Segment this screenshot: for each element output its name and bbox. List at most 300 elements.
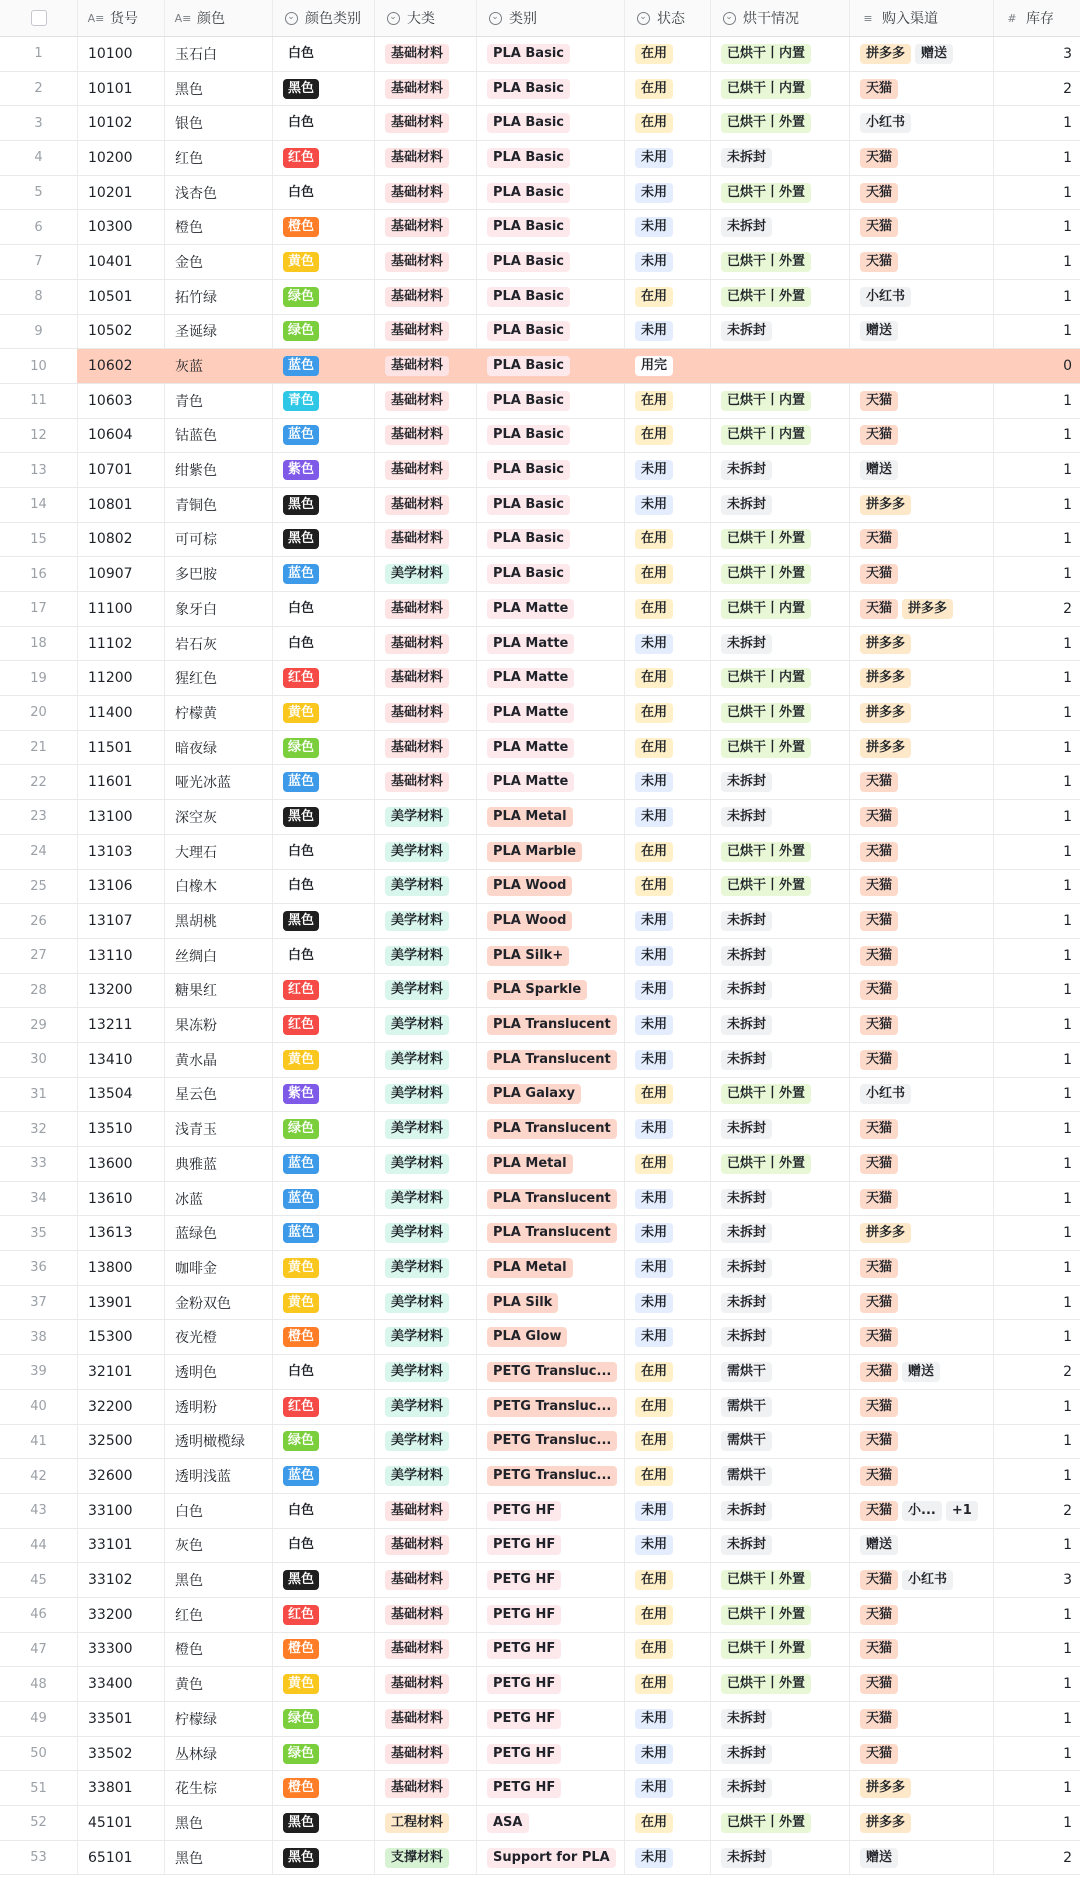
- cell-drying[interactable]: [711, 1667, 850, 1701]
- table-row[interactable]: [0, 1598, 1080, 1633]
- cell-category[interactable]: [477, 557, 625, 591]
- table-row[interactable]: [0, 800, 1080, 835]
- cell-color-category[interactable]: [273, 1494, 375, 1528]
- cell-status[interactable]: [625, 1563, 711, 1597]
- cell-category[interactable]: [477, 488, 625, 522]
- table-row[interactable]: [0, 280, 1080, 315]
- cell-status[interactable]: [625, 488, 711, 522]
- cell-major[interactable]: [375, 800, 477, 834]
- cell-status[interactable]: [625, 176, 711, 210]
- cell-stock[interactable]: 1: [1063, 323, 1072, 340]
- cell-drying[interactable]: [711, 1425, 850, 1459]
- cell-category[interactable]: [477, 349, 625, 383]
- cell-color-category[interactable]: [273, 731, 375, 765]
- cell-drying[interactable]: [711, 106, 850, 140]
- cell-category[interactable]: [477, 280, 625, 314]
- table-row[interactable]: [0, 627, 1080, 662]
- cell-color[interactable]: 糖果红: [165, 974, 273, 1008]
- column-header-color[interactable]: A≡ 颜色: [165, 0, 273, 36]
- cell-color[interactable]: 玉石白: [165, 37, 273, 71]
- table-row[interactable]: [0, 37, 1080, 72]
- cell-color-category[interactable]: [273, 1251, 375, 1285]
- cell-status[interactable]: [625, 1078, 711, 1112]
- cell-drying[interactable]: [711, 1737, 850, 1771]
- cell-category[interactable]: [477, 1008, 625, 1042]
- cell-color-category[interactable]: [273, 210, 375, 244]
- cell-major[interactable]: [375, 315, 477, 349]
- cell-category[interactable]: [477, 1286, 625, 1320]
- table-row[interactable]: [0, 1112, 1080, 1147]
- cell-major[interactable]: [375, 1320, 477, 1354]
- cell-color[interactable]: 黑色: [165, 1563, 273, 1597]
- cell-major[interactable]: [375, 1390, 477, 1424]
- cell-color[interactable]: 黑色: [165, 72, 273, 106]
- table-row[interactable]: [0, 1286, 1080, 1321]
- cell-major[interactable]: [375, 37, 477, 71]
- cell-channel[interactable]: [850, 1425, 994, 1459]
- cell-stock[interactable]: 1: [1063, 184, 1072, 201]
- cell-code[interactable]: 10401: [78, 245, 165, 279]
- table-row[interactable]: [0, 904, 1080, 939]
- cell-category[interactable]: [477, 523, 625, 557]
- cell-major[interactable]: [375, 1008, 477, 1042]
- cell-color-category[interactable]: [273, 349, 375, 383]
- cell-status[interactable]: [625, 557, 711, 591]
- cell-major[interactable]: [375, 245, 477, 279]
- cell-category[interactable]: [477, 419, 625, 453]
- cell-stock[interactable]: 1: [1063, 1606, 1072, 1623]
- cell-channel[interactable]: [850, 1147, 994, 1181]
- cell-code[interactable]: 13613: [78, 1216, 165, 1250]
- cell-channel[interactable]: [850, 245, 994, 279]
- cell-code[interactable]: 33501: [78, 1702, 165, 1736]
- cell-stock[interactable]: 1: [1063, 635, 1072, 652]
- cell-code[interactable]: 11400: [78, 696, 165, 730]
- cell-code[interactable]: 32600: [78, 1459, 165, 1493]
- cell-color[interactable]: 金色: [165, 245, 273, 279]
- cell-status[interactable]: [625, 1147, 711, 1181]
- cell-color[interactable]: 黄色: [165, 1667, 273, 1701]
- cell-status[interactable]: [625, 1459, 711, 1493]
- table-row[interactable]: [0, 765, 1080, 800]
- cell-code[interactable]: 13510: [78, 1112, 165, 1146]
- cell-color[interactable]: 浅青玉: [165, 1112, 273, 1146]
- cell-color-category[interactable]: [273, 661, 375, 695]
- cell-drying[interactable]: [711, 419, 850, 453]
- cell-code[interactable]: 15300: [78, 1320, 165, 1354]
- cell-code[interactable]: 65101: [78, 1841, 165, 1875]
- cell-color-category[interactable]: [273, 488, 375, 522]
- cell-color[interactable]: 丛林绿: [165, 1737, 273, 1771]
- cell-stock[interactable]: 1: [1063, 1155, 1072, 1172]
- cell-drying[interactable]: [711, 1529, 850, 1563]
- cell-color[interactable]: 钴蓝色: [165, 419, 273, 453]
- cell-status[interactable]: [625, 245, 711, 279]
- cell-color[interactable]: 柠檬黄: [165, 696, 273, 730]
- cell-color-category[interactable]: [273, 72, 375, 106]
- cell-major[interactable]: [375, 1841, 477, 1875]
- cell-color[interactable]: 果冻粉: [165, 1008, 273, 1042]
- cell-drying[interactable]: [711, 245, 850, 279]
- cell-drying[interactable]: [711, 835, 850, 869]
- cell-color[interactable]: 典雅蓝: [165, 1147, 273, 1181]
- cell-color[interactable]: 黑色: [165, 1806, 273, 1840]
- column-header-major[interactable]: ⌄ 大类: [375, 0, 477, 36]
- table-row[interactable]: [0, 1355, 1080, 1390]
- cell-stock[interactable]: 1: [1063, 1745, 1072, 1762]
- cell-stock[interactable]: 1: [1063, 1710, 1072, 1727]
- cell-color-category[interactable]: [273, 1529, 375, 1563]
- cell-stock[interactable]: 1: [1063, 427, 1072, 444]
- cell-color-category[interactable]: [273, 1078, 375, 1112]
- cell-major[interactable]: [375, 870, 477, 904]
- cell-drying[interactable]: [711, 904, 850, 938]
- cell-stock[interactable]: 1: [1063, 1641, 1072, 1658]
- cell-color-category[interactable]: [273, 245, 375, 279]
- cell-major[interactable]: [375, 904, 477, 938]
- cell-category[interactable]: [477, 245, 625, 279]
- cell-major[interactable]: [375, 1563, 477, 1597]
- cell-color[interactable]: 花生棕: [165, 1771, 273, 1805]
- cell-code[interactable]: 10102: [78, 106, 165, 140]
- cell-drying[interactable]: [711, 939, 850, 973]
- cell-color-category[interactable]: [273, 1043, 375, 1077]
- cell-color-category[interactable]: [273, 592, 375, 626]
- cell-stock[interactable]: 1: [1063, 1329, 1072, 1346]
- cell-major[interactable]: [375, 974, 477, 1008]
- cell-code[interactable]: 33801: [78, 1771, 165, 1805]
- cell-category[interactable]: [477, 72, 625, 106]
- cell-channel[interactable]: [850, 731, 994, 765]
- cell-color-category[interactable]: [273, 1320, 375, 1354]
- cell-channel[interactable]: [850, 696, 994, 730]
- cell-code[interactable]: 13103: [78, 835, 165, 869]
- cell-status[interactable]: [625, 1216, 711, 1250]
- cell-drying[interactable]: [711, 210, 850, 244]
- cell-stock[interactable]: 1: [1063, 1433, 1072, 1450]
- cell-color[interactable]: 拓竹绿: [165, 280, 273, 314]
- cell-code[interactable]: 11601: [78, 765, 165, 799]
- cell-drying[interactable]: [711, 453, 850, 487]
- cell-major[interactable]: [375, 1737, 477, 1771]
- cell-channel[interactable]: [850, 1771, 994, 1805]
- cell-code[interactable]: 10907: [78, 557, 165, 591]
- cell-category[interactable]: [477, 661, 625, 695]
- cell-code[interactable]: 33400: [78, 1667, 165, 1701]
- cell-category[interactable]: [477, 1771, 625, 1805]
- cell-channel[interactable]: [850, 1251, 994, 1285]
- table-row[interactable]: [0, 1216, 1080, 1251]
- cell-stock[interactable]: 1: [1063, 670, 1072, 687]
- table-row[interactable]: [0, 349, 1080, 384]
- table-row[interactable]: [0, 1425, 1080, 1460]
- cell-channel[interactable]: [850, 1494, 994, 1528]
- cell-channel[interactable]: [850, 1806, 994, 1840]
- cell-status[interactable]: [625, 523, 711, 557]
- cell-code[interactable]: 10200: [78, 141, 165, 175]
- cell-channel[interactable]: [850, 1043, 994, 1077]
- cell-code[interactable]: 33200: [78, 1598, 165, 1632]
- cell-major[interactable]: [375, 106, 477, 140]
- cell-status[interactable]: [625, 1043, 711, 1077]
- cell-color[interactable]: 银色: [165, 106, 273, 140]
- column-header-color-category[interactable]: ⌄ 颜色类别: [273, 0, 375, 36]
- cell-channel[interactable]: [850, 1737, 994, 1771]
- cell-color-category[interactable]: [273, 1563, 375, 1597]
- cell-color-category[interactable]: [273, 453, 375, 487]
- cell-status[interactable]: [625, 1390, 711, 1424]
- cell-color-category[interactable]: [273, 1806, 375, 1840]
- cell-category[interactable]: [477, 210, 625, 244]
- cell-channel[interactable]: [850, 384, 994, 418]
- cell-stock[interactable]: 1: [1063, 219, 1072, 236]
- cell-category[interactable]: [477, 1598, 625, 1632]
- cell-stock[interactable]: 1: [1063, 808, 1072, 825]
- cell-color[interactable]: 咖啡金: [165, 1251, 273, 1285]
- cell-color-category[interactable]: [273, 939, 375, 973]
- cell-channel[interactable]: [850, 37, 994, 71]
- cell-code[interactable]: 33100: [78, 1494, 165, 1528]
- cell-major[interactable]: [375, 1355, 477, 1389]
- cell-drying[interactable]: [711, 1147, 850, 1181]
- cell-status[interactable]: [625, 1008, 711, 1042]
- cell-stock[interactable]: 2: [1063, 1363, 1072, 1380]
- cell-color[interactable]: 黑胡桃: [165, 904, 273, 938]
- cell-status[interactable]: [625, 280, 711, 314]
- cell-status[interactable]: [625, 1251, 711, 1285]
- column-header-channel[interactable]: ≡ 购入渠道: [850, 0, 994, 36]
- cell-channel[interactable]: [850, 800, 994, 834]
- cell-stock[interactable]: 2: [1063, 1502, 1072, 1519]
- cell-stock[interactable]: 1: [1063, 913, 1072, 930]
- cell-category[interactable]: [477, 800, 625, 834]
- cell-code[interactable]: 10801: [78, 488, 165, 522]
- cell-color-category[interactable]: [273, 765, 375, 799]
- cell-drying[interactable]: [711, 488, 850, 522]
- cell-code[interactable]: 32101: [78, 1355, 165, 1389]
- cell-channel[interactable]: [850, 592, 994, 626]
- cell-code[interactable]: 10501: [78, 280, 165, 314]
- cell-drying[interactable]: [711, 1355, 850, 1389]
- cell-code[interactable]: 13504: [78, 1078, 165, 1112]
- cell-channel[interactable]: [850, 1459, 994, 1493]
- cell-status[interactable]: [625, 1702, 711, 1736]
- cell-drying[interactable]: [711, 1459, 850, 1493]
- cell-status[interactable]: [625, 106, 711, 140]
- cell-drying[interactable]: [711, 349, 850, 383]
- cell-major[interactable]: [375, 1633, 477, 1667]
- cell-code[interactable]: 33102: [78, 1563, 165, 1597]
- cell-stock[interactable]: 1: [1063, 739, 1072, 756]
- cell-channel[interactable]: [850, 1216, 994, 1250]
- cell-drying[interactable]: [711, 974, 850, 1008]
- cell-drying[interactable]: [711, 1320, 850, 1354]
- table-row[interactable]: [0, 1771, 1080, 1806]
- cell-major[interactable]: [375, 592, 477, 626]
- cell-color-category[interactable]: [273, 1425, 375, 1459]
- cell-category[interactable]: [477, 592, 625, 626]
- cell-category[interactable]: [477, 1043, 625, 1077]
- cell-channel[interactable]: [850, 904, 994, 938]
- cell-category[interactable]: [477, 176, 625, 210]
- cell-channel[interactable]: [850, 1702, 994, 1736]
- column-header-stock[interactable]: # 库存: [994, 0, 1080, 36]
- cell-color[interactable]: 冰蓝: [165, 1182, 273, 1216]
- cell-drying[interactable]: [711, 731, 850, 765]
- cell-status[interactable]: [625, 939, 711, 973]
- cell-major[interactable]: [375, 661, 477, 695]
- cell-drying[interactable]: [711, 661, 850, 695]
- cell-color-category[interactable]: [273, 1633, 375, 1667]
- cell-color-category[interactable]: [273, 800, 375, 834]
- column-header-drying[interactable]: ⌄ 烘干情况: [711, 0, 850, 36]
- cell-channel[interactable]: [850, 661, 994, 695]
- cell-color-category[interactable]: [273, 315, 375, 349]
- cell-status[interactable]: [625, 731, 711, 765]
- cell-color-category[interactable]: [273, 1737, 375, 1771]
- cell-stock[interactable]: 1: [1063, 1676, 1072, 1693]
- cell-code[interactable]: 13901: [78, 1286, 165, 1320]
- table-row[interactable]: [0, 176, 1080, 211]
- cell-category[interactable]: [477, 1251, 625, 1285]
- cell-code[interactable]: 13211: [78, 1008, 165, 1042]
- cell-drying[interactable]: [711, 280, 850, 314]
- cell-drying[interactable]: [711, 1008, 850, 1042]
- table-row[interactable]: [0, 1737, 1080, 1772]
- cell-major[interactable]: [375, 1806, 477, 1840]
- cell-category[interactable]: [477, 1390, 625, 1424]
- cell-color[interactable]: 哑光冰蓝: [165, 765, 273, 799]
- cell-color-category[interactable]: [273, 1112, 375, 1146]
- cell-color-category[interactable]: [273, 1390, 375, 1424]
- cell-code[interactable]: 13610: [78, 1182, 165, 1216]
- cell-major[interactable]: [375, 1043, 477, 1077]
- cell-color-category[interactable]: [273, 1841, 375, 1875]
- cell-color-category[interactable]: [273, 974, 375, 1008]
- cell-category[interactable]: [477, 1216, 625, 1250]
- cell-category[interactable]: [477, 696, 625, 730]
- cell-channel[interactable]: [850, 349, 994, 383]
- cell-color-category[interactable]: [273, 141, 375, 175]
- cell-color[interactable]: 圣诞绿: [165, 315, 273, 349]
- cell-stock[interactable]: 1: [1063, 1086, 1072, 1103]
- table-row[interactable]: [0, 1702, 1080, 1737]
- cell-status[interactable]: [625, 1633, 711, 1667]
- cell-color-category[interactable]: [273, 1182, 375, 1216]
- cell-color[interactable]: 白色: [165, 1494, 273, 1528]
- cell-color-category[interactable]: [273, 1147, 375, 1181]
- cell-status[interactable]: [625, 37, 711, 71]
- cell-channel[interactable]: [850, 176, 994, 210]
- cell-channel[interactable]: [850, 72, 994, 106]
- table-row[interactable]: [0, 419, 1080, 454]
- cell-stock[interactable]: 1: [1063, 1051, 1072, 1068]
- cell-code[interactable]: 33300: [78, 1633, 165, 1667]
- cell-drying[interactable]: [711, 72, 850, 106]
- cell-major[interactable]: [375, 696, 477, 730]
- cell-category[interactable]: [477, 1841, 625, 1875]
- table-row[interactable]: [0, 1008, 1080, 1043]
- cell-drying[interactable]: [711, 141, 850, 175]
- cell-drying[interactable]: [711, 1043, 850, 1077]
- cell-channel[interactable]: [850, 1390, 994, 1424]
- cell-drying[interactable]: [711, 523, 850, 557]
- cell-color[interactable]: 深空灰: [165, 800, 273, 834]
- cell-color-category[interactable]: [273, 1667, 375, 1701]
- cell-status[interactable]: [625, 419, 711, 453]
- cell-stock[interactable]: 1: [1063, 253, 1072, 270]
- cell-category[interactable]: [477, 974, 625, 1008]
- cell-status[interactable]: [625, 696, 711, 730]
- table-row[interactable]: [0, 1147, 1080, 1182]
- cell-status[interactable]: [625, 1112, 711, 1146]
- cell-channel[interactable]: [850, 280, 994, 314]
- cell-status[interactable]: [625, 1182, 711, 1216]
- cell-drying[interactable]: [711, 800, 850, 834]
- cell-drying[interactable]: [711, 1702, 850, 1736]
- cell-drying[interactable]: [711, 37, 850, 71]
- cell-stock[interactable]: 2: [1063, 80, 1072, 97]
- cell-color-category[interactable]: [273, 1355, 375, 1389]
- table-row[interactable]: [0, 1390, 1080, 1425]
- cell-major[interactable]: [375, 835, 477, 869]
- cell-category[interactable]: [477, 904, 625, 938]
- cell-color[interactable]: 岩石灰: [165, 627, 273, 661]
- cell-category[interactable]: [477, 1182, 625, 1216]
- cell-color-category[interactable]: [273, 176, 375, 210]
- cell-category[interactable]: [477, 1494, 625, 1528]
- cell-code[interactable]: 10602: [78, 349, 165, 383]
- cell-status[interactable]: [625, 1320, 711, 1354]
- cell-category[interactable]: [477, 731, 625, 765]
- cell-channel[interactable]: [850, 1841, 994, 1875]
- cell-channel[interactable]: [850, 1078, 994, 1112]
- cell-major[interactable]: [375, 939, 477, 973]
- cell-category[interactable]: [477, 870, 625, 904]
- cell-drying[interactable]: [711, 1390, 850, 1424]
- cell-channel[interactable]: [850, 939, 994, 973]
- cell-status[interactable]: [625, 835, 711, 869]
- cell-channel[interactable]: [850, 106, 994, 140]
- cell-major[interactable]: [375, 731, 477, 765]
- cell-category[interactable]: [477, 1529, 625, 1563]
- cell-drying[interactable]: [711, 1563, 850, 1597]
- cell-code[interactable]: 13600: [78, 1147, 165, 1181]
- table-row[interactable]: [0, 210, 1080, 245]
- table-row[interactable]: [0, 1251, 1080, 1286]
- table-row[interactable]: [0, 592, 1080, 627]
- cell-major[interactable]: [375, 280, 477, 314]
- cell-color[interactable]: 橙色: [165, 1633, 273, 1667]
- cell-channel[interactable]: [850, 1112, 994, 1146]
- cell-color[interactable]: 白橡木: [165, 870, 273, 904]
- table-row[interactable]: [0, 1320, 1080, 1355]
- cell-status[interactable]: [625, 315, 711, 349]
- cell-color[interactable]: 黑色: [165, 1841, 273, 1875]
- table-row[interactable]: [0, 1494, 1080, 1529]
- cell-drying[interactable]: [711, 1112, 850, 1146]
- cell-major[interactable]: [375, 627, 477, 661]
- cell-category[interactable]: [477, 1459, 625, 1493]
- cell-major[interactable]: [375, 210, 477, 244]
- cell-color-category[interactable]: [273, 835, 375, 869]
- table-row[interactable]: [0, 1563, 1080, 1598]
- cell-major[interactable]: [375, 1598, 477, 1632]
- table-row[interactable]: [0, 1043, 1080, 1078]
- cell-status[interactable]: [625, 1529, 711, 1563]
- cell-status[interactable]: [625, 1425, 711, 1459]
- cell-category[interactable]: [477, 37, 625, 71]
